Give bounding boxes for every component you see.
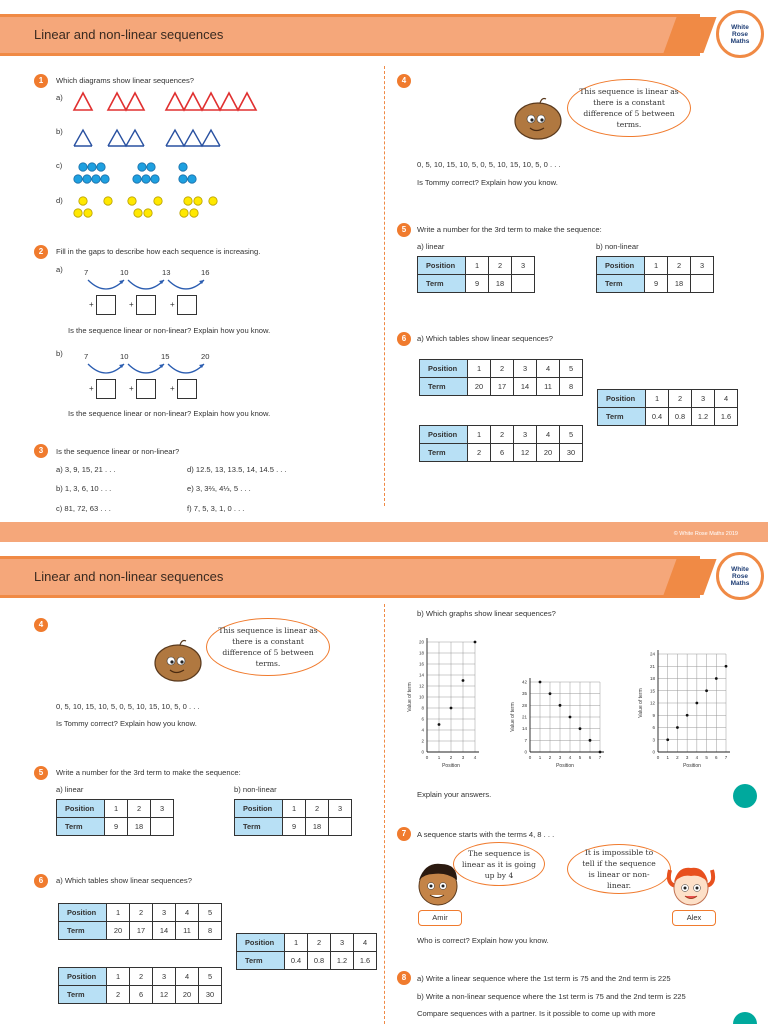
graph2-ytick: 35	[521, 691, 527, 697]
q3-c: c) 81, 72, 63 . . .	[56, 504, 111, 513]
graph1-point	[462, 679, 465, 682]
blue-dot-pattern	[74, 163, 196, 183]
q2a-term-4: 16	[201, 268, 210, 277]
graph2-point	[599, 751, 602, 754]
graph3-point	[725, 665, 728, 668]
q2b-answer-box-3[interactable]	[177, 379, 197, 399]
graph1-point	[450, 707, 453, 710]
graph1-point	[438, 723, 441, 726]
graph3-xtick: 2	[676, 755, 679, 760]
q3-b: b) 1, 3, 6, 10 . . .	[56, 484, 112, 493]
graph1-ytick: 6	[421, 716, 424, 722]
q5-nonlinear-table: Position 1 2 3 Term 9 18	[596, 256, 714, 293]
q6-table-1: Position 1 2 3 4 5 Term 20 17 14 11 8	[419, 359, 583, 396]
graph2-point	[559, 704, 562, 707]
alex-name-tag: Alex	[672, 910, 716, 926]
graph3-ylabel: Value of term	[638, 688, 644, 718]
q5-linear-table: Position 1 2 3 Term 9 18	[417, 256, 535, 293]
position-header: Position	[418, 257, 466, 275]
question-number-4-p2: 4	[34, 618, 48, 632]
graph3-ytick: 0	[652, 749, 655, 755]
graph2-point	[549, 692, 552, 695]
red-triangle-pattern	[74, 93, 256, 110]
graph1-ytick: 14	[418, 672, 424, 678]
q2b-arrows	[80, 360, 220, 380]
q3-f: f) 7, 5, 3, 1, 0 . . .	[187, 504, 245, 513]
graph3-ytick: 3	[652, 737, 655, 743]
q2b-term-3: 15	[161, 352, 170, 361]
banner-stripe	[663, 17, 716, 53]
graph3-point	[666, 738, 669, 741]
q1-label-c: c)	[56, 161, 63, 170]
graph3-xtick: 0	[656, 755, 660, 760]
q2b-plus-1: +	[89, 384, 94, 393]
graph2-point	[569, 716, 572, 719]
question-number-2: 2	[34, 245, 48, 259]
q2a-answer-box-3[interactable]	[177, 295, 197, 315]
worksheet-page-2	[0, 542, 768, 1024]
q4-question: Is Tommy correct? Explain how you know.	[417, 178, 558, 187]
q1-label-a: a)	[56, 93, 63, 102]
graph2-xlabel: Position	[556, 763, 574, 769]
question-number-6: 6	[397, 332, 411, 346]
q2a-term-2: 10	[120, 268, 129, 277]
q2a-answer-box-2[interactable]	[136, 295, 156, 315]
graph1-xtick: 2	[449, 755, 453, 760]
graph3-ytick: 6	[652, 725, 655, 730]
graph3-point	[705, 689, 708, 692]
graph2-xtick: 7	[598, 755, 602, 760]
question-number-5: 5	[397, 223, 411, 237]
amir-speech-bubble: The sequence is linear as it is going up by 4	[453, 842, 545, 886]
q5-linear-label-2: a) linear	[56, 785, 84, 794]
q2-label-a: a)	[56, 265, 63, 274]
graph1-xtick: 3	[461, 755, 465, 760]
q3-a: a) 3, 9, 15, 21 . . .	[56, 465, 116, 474]
alex-speech-bubble: It is impossible to tell if the sequence is linear or non-linear.	[567, 844, 671, 894]
q6-table-2-p2: Position 1 2 3 4 5 Term 2 6 12 20 30	[58, 967, 222, 1004]
q5-nonlinear-label-2: b) non-linear	[234, 785, 277, 794]
graph2-ytick: 14	[521, 726, 527, 732]
q8-c: Compare sequences with a partner. Is it possible to come up with more	[417, 1009, 656, 1018]
column-divider-2	[384, 604, 385, 1024]
q7-text: A sequence starts with the terms 4, 8 . . .	[417, 830, 555, 839]
page-title-2: Linear and non-linear sequences	[34, 569, 224, 584]
q2b-plus-3: +	[170, 384, 175, 393]
graph3-ytick: 12	[649, 700, 655, 706]
white-rose-maths-logo: White Rose Maths	[716, 10, 764, 58]
q2a-plus-1: +	[89, 300, 94, 309]
graph3-xtick: 6	[715, 755, 718, 760]
q8-b: b) Write a non-linear sequence where the 1st term is 75 and the 2nd term is 225	[417, 992, 686, 1001]
q5-linear-answer-cell[interactable]	[512, 275, 535, 293]
q6-table-3: Position 1 2 3 4 Term 0.4 0.8 1.2 1.6	[597, 389, 738, 426]
graph2-xtick: 0	[528, 755, 532, 760]
q6-text-2: a) Which tables show linear sequences?	[56, 876, 192, 885]
q2b-term-4: 20	[201, 352, 210, 361]
graph1-ylabel: Value of term	[407, 682, 413, 712]
q1-label-d: d)	[56, 196, 63, 205]
q2-label-b: b)	[56, 349, 63, 358]
graph3-xlabel: Position	[683, 763, 701, 769]
graph3-xtick: 4	[695, 755, 699, 760]
graph1-point	[474, 641, 477, 644]
q1-diagrams	[70, 90, 260, 220]
graph2-ytick: 7	[524, 737, 527, 743]
q2b-answer-box-1[interactable]	[96, 379, 116, 399]
q2a-plus-2: +	[129, 300, 134, 309]
graph2-ylabel: Value of term	[510, 702, 516, 732]
q2b-term-2: 10	[120, 352, 129, 361]
graph3-xtick: 5	[705, 755, 708, 760]
q4-question-2: Is Tommy correct? Explain how you know.	[56, 719, 197, 728]
q5-nonlinear-answer-cell[interactable]	[691, 275, 714, 293]
q5-linear-answer-cell-2[interactable]	[151, 818, 174, 836]
graph1-ytick: 20	[418, 639, 424, 645]
q1-label-b: b)	[56, 127, 63, 136]
q7-question: Who is correct? Explain how you know.	[417, 936, 549, 945]
question-number-4: 4	[397, 74, 411, 88]
graph2-xtick: 5	[578, 755, 582, 760]
q5-nonlinear-answer-cell-2[interactable]	[329, 818, 352, 836]
alex-character-icon	[666, 860, 716, 910]
q5-nonlinear-table-2: Position 1 2 3 Term 9 18	[234, 799, 352, 836]
tommy-speech-bubble-2: This sequence is linear as there is a constant difference of 5 between terms.	[206, 618, 330, 676]
graph3-ytick: 21	[649, 663, 655, 669]
graph3-ytick: 18	[649, 676, 655, 681]
graph3-point	[686, 714, 689, 717]
q2a-term-3: 13	[162, 268, 171, 277]
term-header: Term	[597, 275, 645, 293]
tommy-speech-bubble: This sequence is linear as there is a constant difference of 5 between terms.	[567, 79, 691, 137]
graph2-ytick: 42	[521, 679, 527, 685]
copyright-footer: © White Rose Maths 2019	[673, 531, 738, 537]
q4-sequence-2: 0, 5, 10, 15, 10, 5, 0, 5, 10, 15, 10, 5, 0 . . .	[56, 702, 200, 711]
q2b-term-1: 7	[84, 352, 89, 361]
graph2-xtick: 4	[568, 755, 572, 760]
q2a-term-1: 7	[84, 268, 89, 277]
graph1-xtick: 1	[437, 755, 441, 760]
q3-e: e) 3, 3⅔, 4⅓, 5 . . .	[187, 484, 251, 493]
q6b-explain: Explain your answers.	[417, 790, 492, 799]
graph2-ytick: 28	[521, 702, 527, 708]
yellow-dot-pattern	[74, 197, 217, 217]
title-banner	[0, 14, 700, 56]
column-divider	[384, 66, 385, 506]
q6b-text: b) Which graphs show linear sequences?	[417, 609, 556, 618]
q8-a: a) Write a linear sequence where the 1st term is 75 and the 2nd term is 225	[417, 974, 671, 983]
q2b-question: Is the sequence linear or non-linear? Explain how you know.	[68, 409, 271, 418]
graph1-ytick: 8	[421, 705, 424, 711]
q6b-graphs	[395, 632, 735, 772]
position-header: Position	[597, 257, 645, 275]
graph1-ytick: 0	[421, 749, 424, 755]
question-number-1: 1	[34, 74, 48, 88]
amir-name-tag: Amir	[418, 910, 462, 926]
page-footer-band	[0, 522, 768, 542]
q2b-plus-2: +	[129, 384, 134, 393]
chat-bubble-icon-2[interactable]	[733, 1012, 757, 1024]
chat-bubble-icon[interactable]	[733, 784, 757, 808]
graph3-xtick: 3	[685, 755, 689, 760]
q2a-answer-box-1[interactable]	[96, 295, 116, 315]
graph3-point	[676, 726, 679, 729]
blue-triangle-pattern	[74, 130, 220, 146]
q6-text: a) Which tables show linear sequences?	[417, 334, 553, 343]
q5-text: Write a number for the 3rd term to make the sequence:	[417, 225, 602, 234]
page-title: Linear and non-linear sequences	[34, 27, 224, 42]
q6-table-1-p2: Position 1 2 3 4 5 Term 20 17 14 11 8	[58, 903, 222, 940]
graph3-point	[715, 677, 718, 680]
graph2-xtick: 3	[558, 755, 562, 760]
q2-text: Fill in the gaps to describe how each sequence is increasing.	[56, 247, 261, 256]
graph2-ytick: 0	[524, 749, 527, 755]
tommy-character-icon	[512, 96, 564, 142]
graph3-xtick: 7	[724, 755, 728, 760]
title-banner-2	[0, 556, 700, 598]
graph2-xtick: 2	[548, 755, 552, 760]
q3-text: Is the sequence linear or non-linear?	[56, 447, 180, 456]
graph3-xtick: 1	[666, 755, 669, 760]
q2b-answer-box-2[interactable]	[136, 379, 156, 399]
graph2-xtick: 6	[588, 755, 592, 760]
question-number-5-p2: 5	[34, 766, 48, 780]
graph2-point	[539, 681, 542, 684]
graph2-ytick: 21	[521, 714, 527, 720]
q2a-question: Is the sequence linear or non-linear? Explain how you know.	[68, 326, 271, 335]
graph2-point	[579, 727, 582, 730]
q5-nonlinear-label: b) non-linear	[596, 242, 639, 251]
question-number-6-p2: 6	[34, 874, 48, 888]
graph1-ytick: 2	[421, 738, 424, 744]
graph1-ytick: 16	[418, 661, 424, 667]
q6-table-3-p2: Position 1 2 3 4 Term 0.4 0.8 1.2 1.6	[236, 933, 377, 970]
graph3-ytick: 24	[649, 651, 655, 657]
graph1-xtick: 0	[425, 755, 429, 760]
question-number-7: 7	[397, 827, 411, 841]
graph1-ytick: 4	[421, 727, 424, 733]
graph3-ytick: 15	[649, 688, 655, 694]
q1-text: Which diagrams show linear sequences?	[56, 76, 195, 85]
q6-table-2: Position 1 2 3 4 5 Term 2 6 12 20 30	[419, 425, 583, 462]
graph1-xtick: 4	[473, 755, 477, 760]
q3-d: d) 12.5, 13, 13.5, 14, 14.5 . . .	[187, 465, 287, 474]
q5-text-2: Write a number for the 3rd term to make the sequence:	[56, 768, 241, 777]
graph2-point	[589, 739, 592, 742]
white-rose-maths-logo-2: White Rose Maths	[716, 552, 764, 600]
q2a-plus-3: +	[170, 300, 175, 309]
question-number-8: 8	[397, 971, 411, 985]
question-number-3: 3	[34, 444, 48, 458]
graph1-ytick: 10	[418, 694, 424, 700]
q5-linear-label: a) linear	[417, 242, 445, 251]
graph1-xlabel: Position	[442, 763, 460, 769]
term-header: Term	[418, 275, 466, 293]
tommy-character-icon	[152, 638, 204, 684]
q4-sequence: 0, 5, 10, 15, 10, 5, 0, 5, 10, 15, 10, 5, 0 . . .	[417, 160, 561, 169]
graph3-ytick: 9	[652, 712, 655, 718]
graph1-ytick: 12	[418, 683, 424, 689]
q5-linear-table-2: Position 1 2 3 Term 9 18	[56, 799, 174, 836]
graph3-point	[695, 702, 698, 705]
graph2-xtick: 1	[538, 755, 542, 760]
graph1-ytick: 18	[418, 650, 424, 656]
q2a-arrows	[80, 276, 220, 296]
